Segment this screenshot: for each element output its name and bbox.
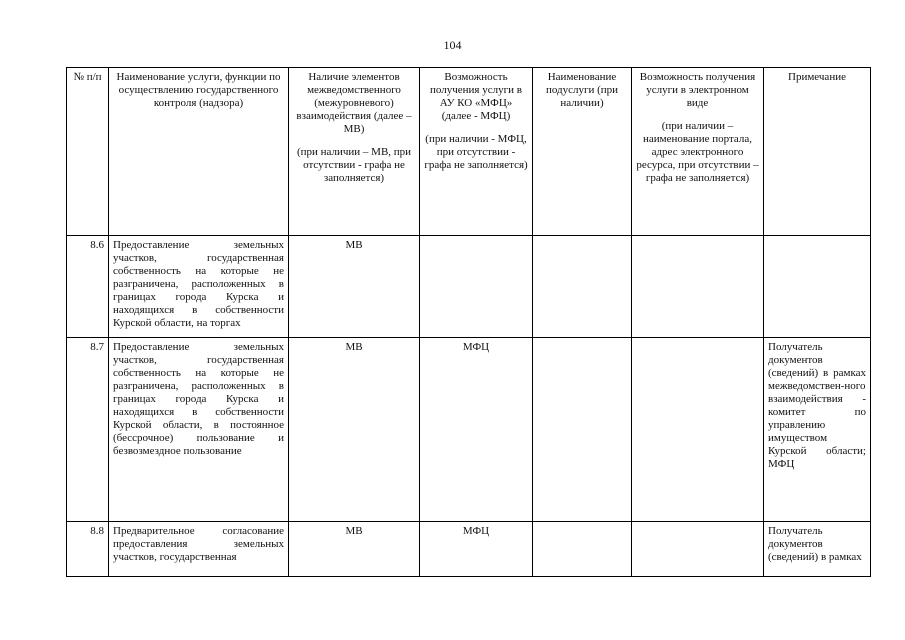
row-mfc: МФЦ [420,338,533,522]
services-table [66,67,871,577]
row-mv: МВ [289,236,420,338]
row-remark: Получатель документов (сведений) в рамках [764,522,871,577]
row-mfc: МФЦ [420,522,533,577]
row-remark: Получатель документов (сведений) в рамках межведомствен-ного взаимодействия - комитет по управлению имуществом Курской области; МФЦ [764,338,871,522]
row-electronic [632,236,764,338]
row-electronic [632,522,764,577]
row-num: 8.8 [67,522,109,577]
header-mv-note: (при наличии – МВ, при отсутствии - графа не заполняется) [296,146,412,184]
row-remark [764,236,871,338]
row-mv: МВ [289,522,420,577]
row-electronic [632,338,764,522]
row-num: 8.6 [67,236,109,338]
table-row [67,338,871,522]
header-service-name: Наименование услуги, функции по осуществлению государственного контроля (надзора) [109,68,289,236]
row-mfc [420,236,533,338]
header-mfc-note: (при наличии - МФЦ, при отсутствии - графа не заполняется) [424,133,528,171]
table-header-row [67,68,871,236]
header-electronic-note: (при наличии – наименование портала, адрес электронного ресурса, при отсутствии – графа не заполняется) [636,120,759,184]
header-subservice: Наименование подуслуги (при наличии) [533,68,632,236]
page-number: 104 [443,38,462,52]
table-row [67,522,871,577]
row-subservice [533,236,632,338]
header-remark: Примечание [764,68,871,236]
table-row [67,236,871,338]
row-num: 8.7 [67,338,109,522]
row-subservice [533,338,632,522]
row-service-name: Предоставление земельных участков, государственная собственность на которые не разграничена, расположенных в границах города Курска и находящихся в собственности Курской области, на торгах [109,236,289,338]
header-num: № п/п [67,68,109,236]
row-service-name: Предварительное согласование предоставления земельных участков, государственная [109,522,289,577]
header-mfc: Возможность получения услуги в АУ КО «МФЦ» (далее - МФЦ) (при наличии - МФЦ, при отсутствии - графа не заполняется) [420,68,533,236]
header-electronic: Возможность получения услуги в электронном виде (при наличии – наименование портала, адрес электронного ресурса, при отсутствии – графа не заполняется) [632,68,764,236]
row-service-name: Предоставление земельных участков, государственная собственность на которые не разграничена, расположенных в границах города Курска и находящихся в собственности Курской области, в постоянное (бессрочное) пользование и безвозмездное пользование [109,338,289,522]
row-subservice [533,522,632,577]
row-mv: МВ [289,338,420,522]
header-mv: Наличие элементов межведомственного (межуровневого) взаимодействия (далее – МВ) (при наличии – МВ, при отсутствии - графа не заполняется) [289,68,420,236]
